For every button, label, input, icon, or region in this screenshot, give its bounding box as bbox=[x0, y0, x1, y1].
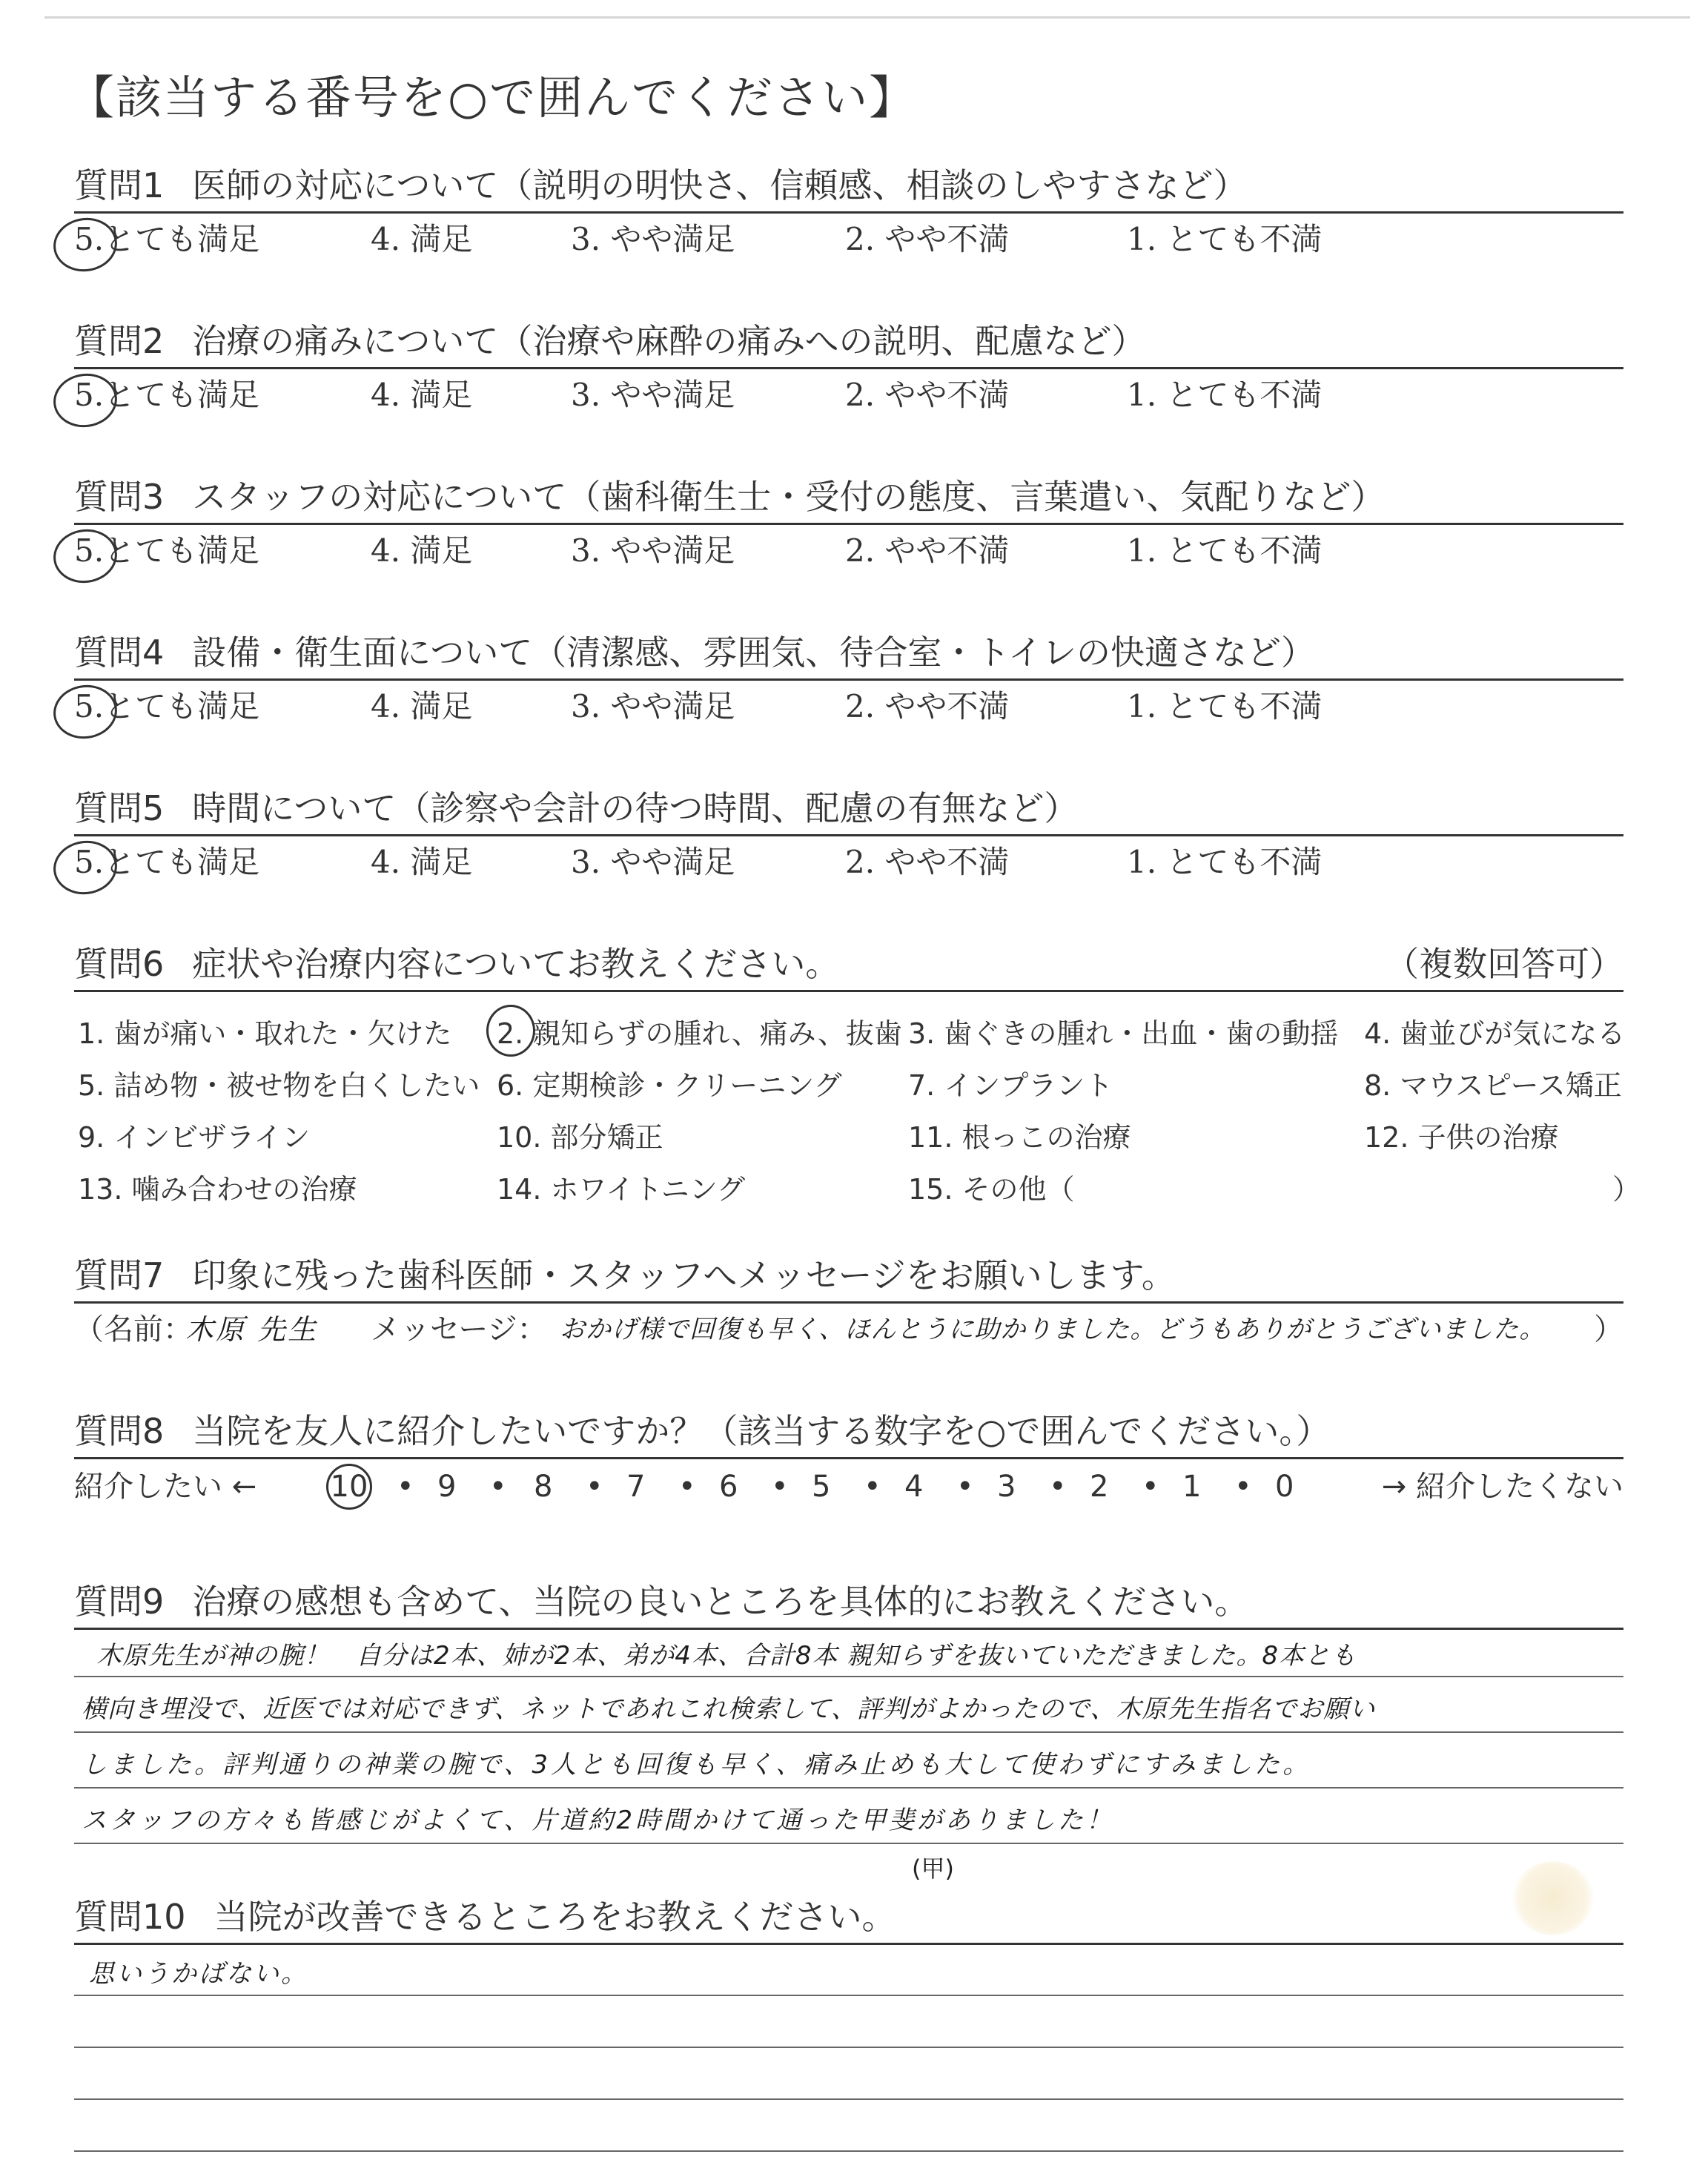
symptom-option[interactable]: 12. 子供の治療 bbox=[1364, 1121, 1559, 1154]
question-8 bbox=[74, 1405, 1623, 1514]
scale-value[interactable]: 7 bbox=[626, 1470, 646, 1504]
question-number: 質問5 bbox=[74, 788, 165, 828]
question-text: 印象に残った歯科医師・スタッフへメッセージをお願いします。 bbox=[192, 1255, 1176, 1295]
rating-options bbox=[74, 369, 1623, 421]
scale-dot: • bbox=[864, 1470, 881, 1504]
rating-options bbox=[74, 525, 1623, 577]
message-value[interactable]: おかげ様で回復も早く、ほんとうに助かりました。どうもありがとうございました。 bbox=[560, 1315, 1546, 1344]
question-text: 設備・衛生面について（清潔感、雰囲気、待合室・トイレの快適さなど） bbox=[192, 633, 1316, 673]
top-border bbox=[44, 16, 1690, 19]
question-1 bbox=[74, 159, 1623, 265]
symptom-options bbox=[74, 992, 1641, 1207]
scale-value[interactable]: 6 bbox=[719, 1470, 738, 1504]
paper-stain bbox=[1512, 1861, 1594, 1935]
question-number: 質問1 bbox=[74, 165, 165, 205]
scale-dot: • bbox=[956, 1470, 974, 1504]
divider bbox=[74, 1943, 1623, 1945]
question-text: 時間について（診察や会計の待つ時間、配慮の有無など） bbox=[192, 788, 1079, 828]
scale-dot: • bbox=[678, 1470, 696, 1504]
answer-line bbox=[74, 2047, 1623, 2048]
rating-option-3[interactable]: 3. やや満足 bbox=[571, 844, 735, 880]
scale-value[interactable]: 9 bbox=[437, 1470, 457, 1504]
symptom-option-other[interactable]: 15. その他（ bbox=[908, 1173, 1075, 1206]
scale-left-label: 紹介したい ← bbox=[74, 1470, 257, 1504]
rating-option-4[interactable]: 4. 満足 bbox=[371, 688, 473, 724]
rating-option-2[interactable]: 2. やや不満 bbox=[845, 221, 1010, 257]
scale-value[interactable]: 0 bbox=[1275, 1470, 1294, 1504]
question-9 bbox=[74, 1576, 1623, 1939]
question-7 bbox=[74, 1249, 1623, 1355]
handwritten-answer[interactable]: 横向き埋没で、近医では対応できず、ネットであれこれ検索して、評判がよかったので、木原先生指名でお願い bbox=[82, 1694, 1376, 1724]
rating-option-3[interactable]: 3. やや満足 bbox=[571, 221, 735, 257]
scale-dot: • bbox=[489, 1470, 507, 1504]
rating-option-5[interactable]: 5.とても満足 bbox=[74, 836, 259, 888]
rating-option-3[interactable]: 3. やや満足 bbox=[571, 688, 735, 724]
question-2 bbox=[74, 315, 1623, 421]
scale-dot: • bbox=[1234, 1470, 1252, 1504]
question-number: 質問10 bbox=[74, 1897, 186, 1937]
question-text: スタッフの対応について（歯科衛生士・受付の態度、言葉遣い、気配りなど） bbox=[192, 477, 1386, 517]
rating-option-1[interactable]: 1. とても不満 bbox=[1127, 844, 1323, 880]
rating-option-2[interactable]: 2. やや不満 bbox=[845, 532, 1010, 569]
rating-option-3[interactable]: 3. やや満足 bbox=[571, 377, 735, 413]
rating-option-5[interactable]: 5.とても満足 bbox=[74, 369, 259, 421]
symptom-option[interactable]: 6. 定期検診・クリーニング bbox=[497, 1069, 842, 1102]
symptom-option[interactable]: 13. 噛み合わせの治療 bbox=[78, 1173, 357, 1206]
message-line bbox=[74, 1304, 1623, 1355]
question-number: 質問9 bbox=[74, 1582, 165, 1622]
question-number: 質問7 bbox=[74, 1255, 165, 1295]
question-10 bbox=[74, 1891, 1623, 2158]
question-4 bbox=[74, 627, 1623, 733]
rating-option-5[interactable]: 5.とても満足 bbox=[74, 214, 259, 265]
symptom-option-selected[interactable]: 2. 親知らずの腫れ、痛み、抜歯 bbox=[497, 1011, 902, 1051]
symptom-option[interactable]: 4. 歯並びが気になる bbox=[1364, 1017, 1626, 1050]
symptom-option[interactable]: 5. 詰め物・被せ物を白くしたい bbox=[78, 1069, 480, 1102]
symptom-option[interactable]: 10. 部分矯正 bbox=[497, 1121, 663, 1154]
rating-option-4[interactable]: 4. 満足 bbox=[371, 532, 473, 569]
handwritten-answer[interactable]: 思いうかばない。 bbox=[89, 1959, 308, 1989]
name-value[interactable]: 木原 先生 bbox=[185, 1313, 319, 1346]
question-6 bbox=[74, 938, 1641, 1207]
answer-line bbox=[74, 1787, 1623, 1789]
rating-option-1[interactable]: 1. とても不満 bbox=[1127, 688, 1323, 724]
answer-line bbox=[74, 1843, 1623, 1844]
answer-line bbox=[74, 1731, 1623, 1733]
answer-line bbox=[74, 2150, 1623, 2152]
question-text: 治療の痛みについて（治療や麻酔の痛みへの説明、配慮など） bbox=[192, 321, 1146, 361]
rating-option-1[interactable]: 1. とても不満 bbox=[1127, 221, 1323, 257]
message-close-paren: ） bbox=[1594, 1312, 1623, 1347]
question-number: 質問6 bbox=[74, 944, 165, 984]
divider bbox=[74, 1628, 1623, 1630]
answer-line bbox=[74, 1676, 1623, 1677]
name-label: （名前： bbox=[74, 1312, 193, 1347]
scale-dot: • bbox=[771, 1470, 789, 1504]
question-number: 質問8 bbox=[74, 1411, 165, 1451]
rating-options bbox=[74, 681, 1623, 733]
scale-value[interactable]: 2 bbox=[1090, 1470, 1109, 1504]
rating-option-4[interactable]: 4. 満足 bbox=[371, 221, 473, 257]
question-number: 質問4 bbox=[74, 633, 165, 673]
page-title: 【該当する番号を○で囲んでください】 bbox=[68, 70, 917, 125]
question-text: 治療の感想も含めて、当院の良いところを具体的にお教えください。 bbox=[192, 1582, 1249, 1622]
scale-value[interactable]: 4 bbox=[904, 1470, 924, 1504]
symptom-option[interactable]: 9. インビザライン bbox=[78, 1121, 311, 1154]
answer-line bbox=[74, 1995, 1623, 1996]
rating-option-2[interactable]: 2. やや不満 bbox=[845, 377, 1010, 413]
question-text: 医師の対応について（説明の明快さ、信頼感、相談のしやすさなど） bbox=[192, 165, 1248, 205]
question-3 bbox=[74, 471, 1623, 577]
other-close-paren: ） bbox=[1612, 1173, 1641, 1206]
handwritten-answer[interactable]: スタッフの方々も皆感じがよくて、片道約2時間かけて通った甲斐がありました！ bbox=[82, 1806, 1114, 1835]
symptom-option[interactable]: 1. 歯が痛い・取れた・欠けた bbox=[78, 1017, 452, 1050]
rating-option-5[interactable]: 5.とても満足 bbox=[74, 525, 259, 577]
question-text: 当院を友人に紹介したいですか？（該当する数字を○で囲んでください。） bbox=[192, 1411, 1331, 1451]
question-number: 質問2 bbox=[74, 321, 165, 361]
recommend-scale bbox=[74, 1459, 1623, 1514]
scale-value-10[interactable]: 10 bbox=[326, 1459, 372, 1514]
symptom-option[interactable]: 3. 歯ぐきの腫れ・出血・歯の動揺 bbox=[908, 1017, 1339, 1050]
scale-right-label: → 紹介したくない bbox=[1381, 1470, 1623, 1504]
scale-value[interactable]: 5 bbox=[812, 1470, 831, 1504]
scale-dot: • bbox=[1142, 1470, 1159, 1504]
handwritten-answer[interactable]: 木原先生が神の腕！ 自分は2本、姉が2本、弟が4本、合計8本 親知らずを抜いていただきました。8本とも bbox=[96, 1641, 1357, 1671]
multiple-answer-note: （複数回答可） bbox=[1385, 944, 1623, 984]
symptom-option[interactable]: 8. マウスピース矯正 bbox=[1364, 1069, 1622, 1102]
rating-option-2[interactable]: 2. やや不満 bbox=[845, 688, 1010, 724]
rating-option-1[interactable]: 1. とても不満 bbox=[1127, 532, 1323, 569]
rating-options bbox=[74, 214, 1623, 265]
question-number: 質問3 bbox=[74, 477, 165, 517]
rating-option-4[interactable]: 4. 満足 bbox=[371, 377, 473, 413]
symptom-option[interactable]: 14. ホワイトニング bbox=[497, 1173, 746, 1206]
question-text: 当院が改善できるところをお教えください。 bbox=[214, 1897, 896, 1937]
rating-option-3[interactable]: 3. やや満足 bbox=[571, 532, 735, 569]
scale-dot: • bbox=[1049, 1470, 1067, 1504]
question-text: 症状や治療内容についてお教えください。 bbox=[192, 944, 840, 984]
rating-option-4[interactable]: 4. 満足 bbox=[371, 844, 473, 880]
rating-option-5[interactable]: 5.とても満足 bbox=[74, 681, 259, 733]
symptom-option[interactable]: 11. 根っこの治療 bbox=[908, 1121, 1131, 1154]
message-label: メッセージ： bbox=[371, 1312, 547, 1347]
scale-dot: • bbox=[397, 1470, 414, 1504]
scale-value[interactable]: 8 bbox=[534, 1470, 553, 1504]
rating-options bbox=[74, 836, 1623, 888]
scale-value[interactable]: 3 bbox=[997, 1470, 1016, 1504]
handwritten-answer[interactable]: しました。評判通りの神業の腕で、3人とも回復も早く、痛み止めも大して使わずにすみました。 bbox=[82, 1750, 1311, 1780]
scale-dot: • bbox=[586, 1470, 603, 1504]
rating-option-1[interactable]: 1. とても不満 bbox=[1127, 377, 1323, 413]
scale-value[interactable]: 1 bbox=[1182, 1470, 1202, 1504]
answer-line bbox=[74, 2098, 1623, 2100]
answer-lines bbox=[74, 1943, 1623, 2158]
handwritten-note: (甲) bbox=[912, 1855, 954, 1883]
symptom-option[interactable]: 7. インプラント bbox=[908, 1069, 1113, 1102]
question-5 bbox=[74, 782, 1623, 888]
rating-option-2[interactable]: 2. やや不満 bbox=[845, 844, 1010, 880]
